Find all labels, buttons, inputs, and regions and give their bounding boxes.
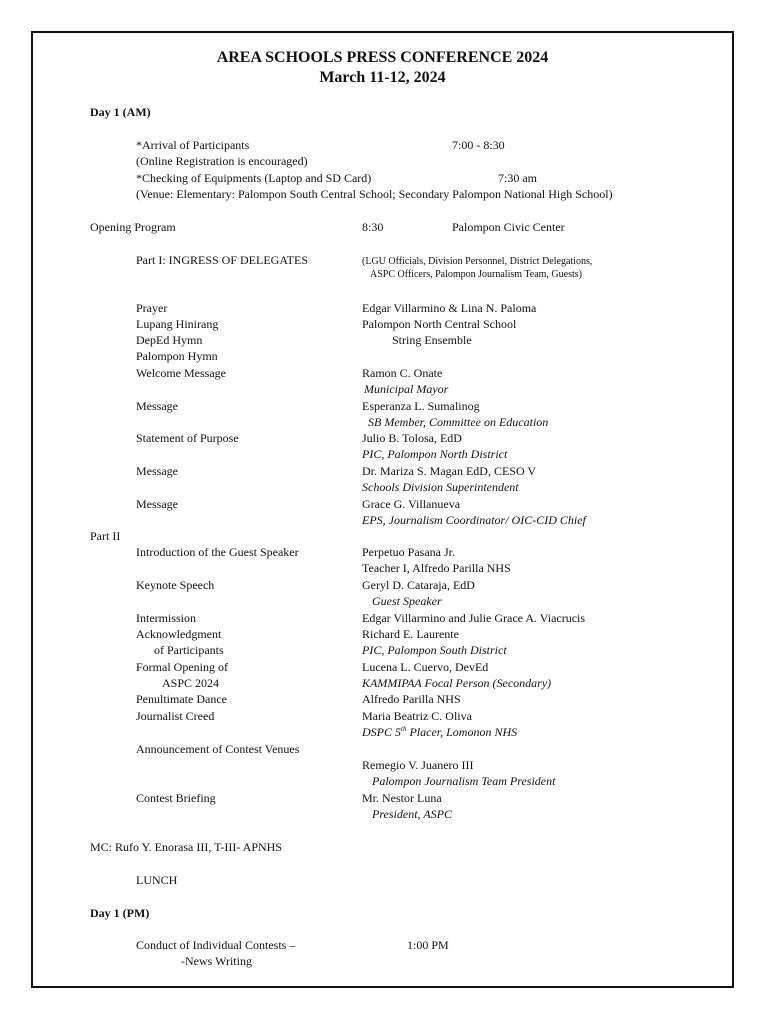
program-person: Grace G. Villanueva bbox=[362, 497, 461, 511]
program-person: Palompon North Central School bbox=[362, 317, 517, 331]
program-person: Alfredo Parilla NHS bbox=[362, 692, 461, 706]
news-writing-label: -News Writing bbox=[181, 954, 252, 968]
document-dates: March 11-12, 2024 bbox=[319, 69, 446, 86]
opening-program-time: 8:30 bbox=[362, 220, 384, 234]
program-item-cont: of Participants bbox=[154, 643, 224, 657]
program-item: Message bbox=[136, 399, 178, 413]
day1-pm-heading: Day 1 (PM) bbox=[90, 906, 150, 920]
program-item: Formal Opening of bbox=[136, 660, 228, 674]
program-item: Introduction of the Guest Speaker bbox=[136, 545, 299, 559]
program-role: Palompon Journalism Team President bbox=[372, 774, 556, 788]
conduct-contests-time: 1:00 PM bbox=[407, 938, 449, 952]
program-item: Announcement of Contest Venues bbox=[136, 742, 300, 756]
program-person: Perpetuo Pasana Jr. bbox=[362, 545, 455, 559]
program-item: Contest Briefing bbox=[136, 791, 216, 805]
program-role: President, ASPC bbox=[372, 807, 452, 821]
arrival-label: *Arrival of Participants bbox=[136, 138, 250, 152]
program-item: Keynote Speech bbox=[136, 578, 215, 592]
mc-line: MC: Rufo Y. Enorasa III, T-III- APNHS bbox=[90, 840, 282, 854]
program-item: Palompon Hymn bbox=[136, 349, 218, 363]
program-person: Julio B. Tolosa, EdD bbox=[362, 431, 462, 445]
online-registration-note: (Online Registration is encouraged) bbox=[136, 154, 308, 168]
arrival-time: 7:00 - 8:30 bbox=[452, 138, 505, 152]
checking-label: *Checking of Equipments (Laptop and SD Card) bbox=[136, 171, 372, 185]
checking-time: 7:30 am bbox=[498, 171, 537, 185]
program-item-cont: ASPC 2024 bbox=[162, 676, 220, 690]
program-role: Municipal Mayor bbox=[364, 382, 449, 396]
program-item: Penultimate Dance bbox=[136, 692, 227, 706]
program-person: Dr. Mariza S. Magan EdD, CESO V bbox=[362, 464, 537, 478]
program-person: Ramon C. Onate bbox=[362, 366, 443, 380]
program-item: Message bbox=[136, 464, 178, 478]
program-person: String Ensemble bbox=[392, 333, 472, 347]
program-person: Esperanza L. Sumalinog bbox=[362, 399, 480, 413]
part2-label: Part II bbox=[90, 529, 121, 543]
program-item: Message bbox=[136, 497, 178, 511]
program-role: EPS, Journalism Coordinator/ OIC-CID Chief bbox=[362, 513, 586, 527]
lunch-label: LUNCH bbox=[136, 873, 178, 887]
program-person: Lucena L. Cuervo, DevEd bbox=[362, 660, 489, 674]
day1-am-heading: Day 1 (AM) bbox=[90, 105, 151, 119]
program-item: DepEd Hymn bbox=[136, 333, 203, 347]
program-role: Teacher I, Alfredo Parilla NHS bbox=[362, 561, 511, 575]
program-role: Guest Speaker bbox=[372, 594, 442, 608]
program-item: Statement of Purpose bbox=[136, 431, 239, 445]
program-item: Journalist Creed bbox=[136, 709, 215, 723]
opening-program-label: Opening Program bbox=[90, 220, 176, 234]
part1-label: Part I: INGRESS OF DELEGATES bbox=[136, 253, 309, 267]
document-title: AREA SCHOOLS PRESS CONFERENCE 2024 bbox=[216, 49, 549, 66]
program-item: Prayer bbox=[136, 301, 168, 315]
program-person: Richard E. Laurente bbox=[362, 627, 459, 641]
program-role: SB Member, Committee on Education bbox=[368, 415, 549, 429]
program-role: PIC, Palompon South District bbox=[362, 643, 507, 657]
program-role: KAMMIPAA Focal Person (Secondary) bbox=[362, 676, 552, 690]
program-role: Schools Division Superintendent bbox=[362, 480, 519, 494]
program-person: Maria Beatriz C. Oliva bbox=[362, 709, 472, 723]
program-item: Intermission bbox=[136, 611, 196, 625]
program-person: Edgar Villarmino & Lina N. Paloma bbox=[362, 301, 537, 315]
program-role: DSPC 5th Placer, Lomonon NHS bbox=[362, 725, 518, 739]
program-person: Edgar Villarmino and Julie Grace A. Viacrucis bbox=[362, 611, 586, 625]
program-item: Welcome Message bbox=[136, 366, 226, 380]
conduct-contests-label: Conduct of Individual Contests – bbox=[136, 938, 296, 952]
program-person: Geryl D. Cataraja, EdD bbox=[362, 578, 475, 592]
program-role: PIC, Palompon North District bbox=[362, 447, 508, 461]
program-person: Remegio V. Juanero III bbox=[362, 758, 474, 772]
opening-program-venue: Palompon Civic Center bbox=[452, 220, 565, 234]
program-person: Mr. Nestor Luna bbox=[362, 791, 442, 805]
program-item: Acknowledgment bbox=[136, 627, 222, 641]
venue-note: (Venue: Elementary: Palompon South Central School; Secondary Palompon National High School) bbox=[136, 187, 613, 201]
delegates-line1: (LGU Officials, Division Personnel, District Delegations, bbox=[362, 256, 593, 267]
delegates-line2: ASPC Officers, Palompon Journalism Team, Guests) bbox=[370, 269, 582, 280]
program-item: Lupang Hinirang bbox=[136, 317, 219, 331]
